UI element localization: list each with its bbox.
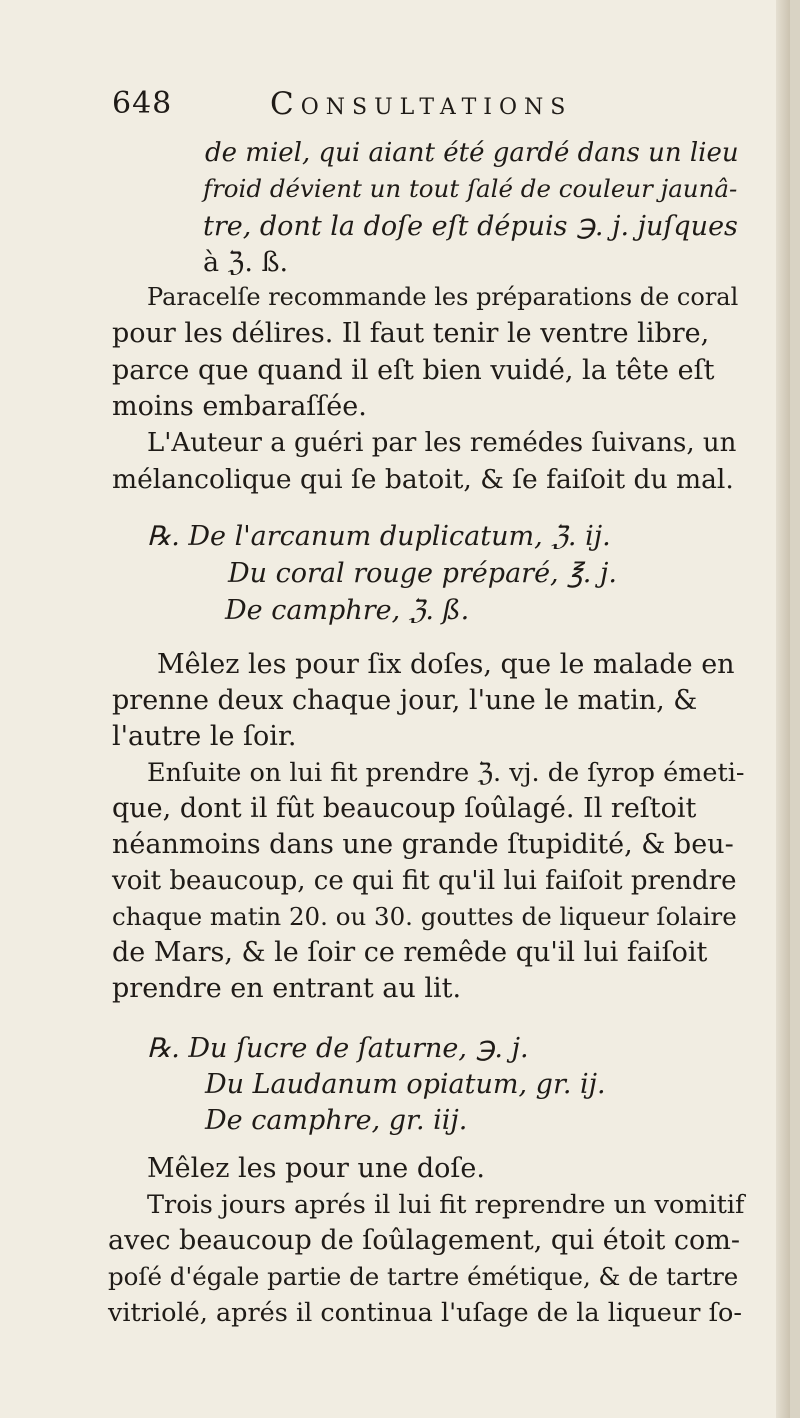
text-line: tre, dont la doſe eſt dépuis ℈. j. juſques — [203, 211, 738, 242]
text-line: prendre en entrant au lit. — [112, 973, 462, 1004]
text-line: à ℨ. ß. — [203, 247, 289, 278]
recipe-line: De camphre, gr. iij. — [205, 1105, 468, 1136]
text-line: Mêlez les pour ſix doſes, que le malade en — [157, 649, 735, 680]
running-title: Consultations — [270, 86, 573, 122]
text-line: L'Auteur a guéri par les remédes ſuivans, un — [147, 428, 737, 458]
text-line: de Mars, & le ſoir ce remêde qu'il lui faiſoit — [112, 937, 708, 968]
text-line: mélancolique qui ſe batoit, & ſe faiſoit du mal. — [112, 464, 734, 495]
recipe-line: De camphre, ℨ. ß. — [225, 595, 470, 626]
recipe-line: ℞. De l'arcanum duplicatum, ℨ. ij. — [147, 521, 611, 552]
text-line: avec beaucoup de ſoûlagement, qui étoit com- — [108, 1225, 741, 1256]
text-line: vitriolé, aprés il continua l'uſage de la liqueur ſo- — [108, 1298, 743, 1328]
text-line: que, dont il fût beaucoup ſoûlagé. Il reſtoit — [112, 793, 697, 824]
recipe-line: Du Laudanum opiatum, gr. ij. — [205, 1069, 606, 1100]
text-line: l'autre le ſoir. — [112, 721, 297, 752]
text-line: Enſuite on lui fit prendre ℨ. vj. de ſyrop émeti- — [147, 758, 745, 788]
text-line: Mêlez les pour une doſe. — [147, 1153, 485, 1184]
page-number: 648 — [112, 86, 173, 121]
text-line: de miel, qui aiant été gardé dans un lieu — [205, 138, 739, 168]
text-line: froid dévient un tout ſalé de couleur jaunâ- — [203, 174, 738, 203]
text-line: néanmoins dans une grande ſtupidité, & beu- — [112, 829, 734, 860]
text-line: Paracelſe recommande les préparations de coral — [147, 283, 739, 311]
text-line: moins embaraſſée. — [112, 391, 367, 422]
text-line: voit beaucoup, ce qui fit qu'il lui faiſoit prendre — [112, 866, 737, 896]
text-line: Trois jours aprés il lui fit reprendre un vomitif — [147, 1190, 745, 1220]
text-line: parce que quand il eſt bien vuidé, la tête eſt — [112, 355, 715, 386]
page-edge-shadow — [776, 0, 790, 1418]
text-line: prenne deux chaque jour, l'une le matin, & — [112, 685, 698, 716]
text-line: chaque matin 20. ou 30. gouttes de liqueur ſolaire — [112, 902, 737, 931]
page-header — [112, 86, 652, 126]
text-line: poſé d'égale partie de tartre émétique, & de tartre — [108, 1262, 739, 1291]
text-line: pour les délires. Il faut tenir le ventre libre, — [112, 318, 710, 349]
recipe-line: ℞. Du ſucre de ſaturne, ℈. j. — [147, 1033, 529, 1064]
recipe-line: Du coral rouge préparé, ℥. j. — [228, 558, 617, 589]
